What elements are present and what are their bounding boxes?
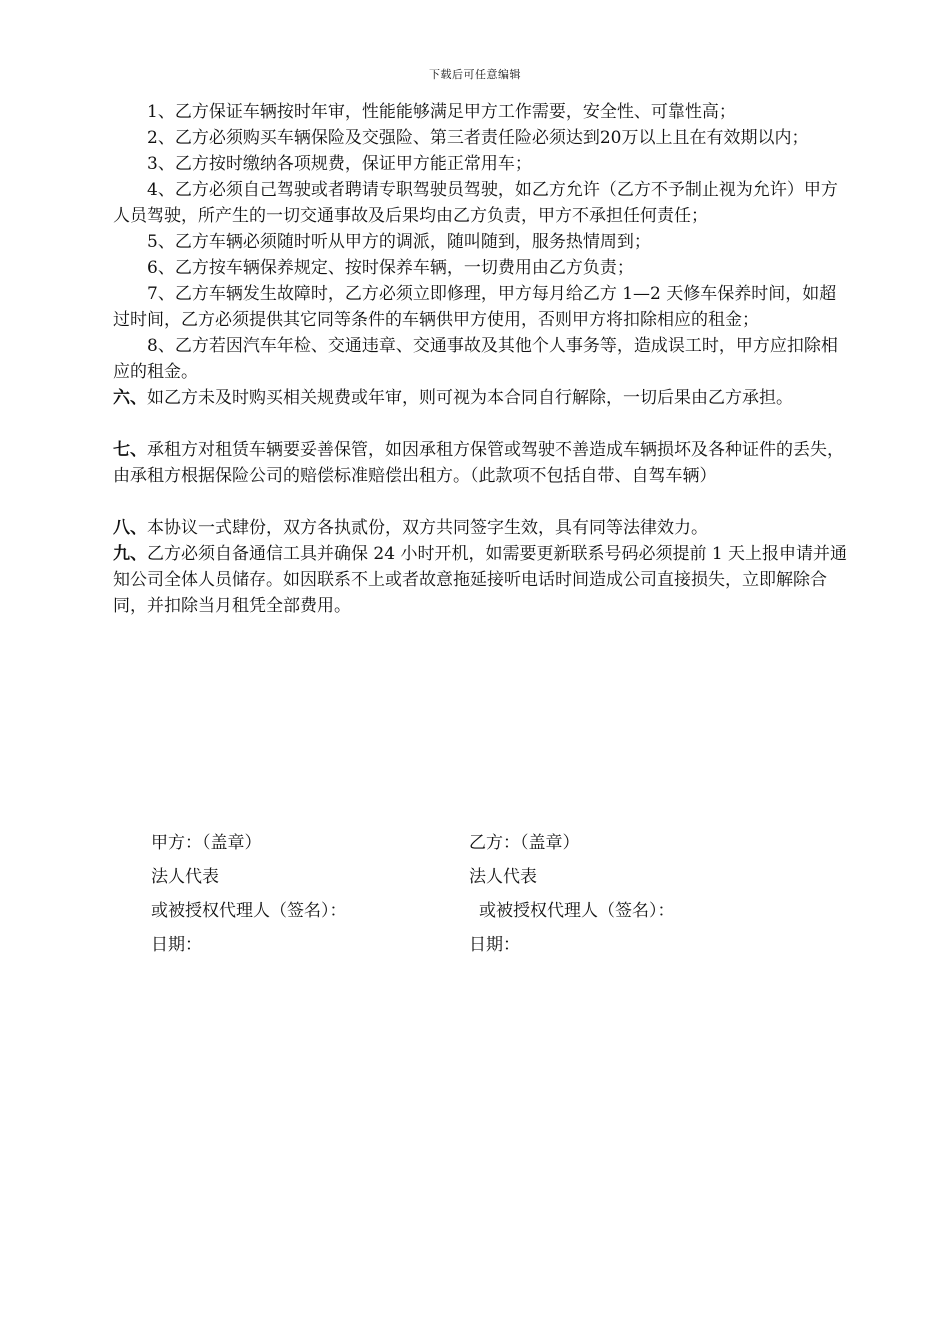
party-a-label: 甲方：（盖章） xyxy=(151,833,262,853)
signature-row-party xyxy=(151,828,751,862)
clause-item-5: 5、乙方车辆必须随时听从甲方的调派，随叫随到，服务热情周到； xyxy=(147,232,651,252)
section-8-text: 本协议一式肆份，双方各执贰份，双方共同签字生效，具有同等法律效力。 xyxy=(147,518,708,538)
contract-body xyxy=(113,99,853,619)
clause-item-3: 3、乙方按时缴纳各项规费，保证甲方能正常用车； xyxy=(147,154,532,174)
section-9-text: 乙方必须自备通信工具并确保 24 小时开机，如需要更新联系号码必须提前 1 天上报申请并通知公司全体人员储存。如因联系不上或者故意拖延接听电话时间造成公司直接损失，立即解除合同，并扣除当月租凭全部费用。 xyxy=(113,544,848,616)
section-9 xyxy=(113,541,853,619)
section-7-text: 承租方对租赁车辆要妥善保管，如因承租方保管或驾驶不善造成车辆损坏及各种证件的丢失，由承租方根据保险公司的赔偿标准赔偿出租方。（此款项不包括自带、自驾车辆） xyxy=(113,440,844,486)
section-6 xyxy=(113,385,853,411)
legal-rep-a-label: 法人代表 xyxy=(151,867,219,887)
section-9-number: 九、 xyxy=(113,544,147,564)
section-7 xyxy=(113,437,853,489)
signature-row-agent xyxy=(151,896,751,930)
clause-item-8: 8、乙方若因汽车年检、交通违章、交通事故及其他个人事务等，造成误工时，甲方应扣除相应的租金。 xyxy=(113,336,838,382)
clause-item-1: 1、乙方保证车辆按时年审，性能能够满足甲方工作需要，安全性、可靠性高； xyxy=(147,102,736,122)
page-header: 下载后可任意编辑 xyxy=(429,68,521,81)
signature-block xyxy=(151,828,751,964)
signature-row-date xyxy=(151,930,751,964)
signature-row-legal-rep xyxy=(151,862,751,896)
clause-item-7: 7、乙方车辆发生故障时，乙方必须立即修理，甲方每月给乙方 1—2 天修车保养时间，如超过时间，乙方必须提供其它同等条件的车辆供甲方使用，否则甲方将扣除相应的租金； xyxy=(113,284,837,330)
clause-item-6: 6、乙方按车辆保养规定、按时保养车辆，一切费用由乙方负责； xyxy=(147,258,634,278)
agent-b-label: 或被授权代理人（签名）： xyxy=(479,901,675,921)
date-a-label: 日期： xyxy=(151,935,202,955)
section-8 xyxy=(113,515,853,541)
clause-item-4: 4、乙方必须自己驾驶或者聘请专职驾驶员驾驶，如乙方允许（乙方不予制止视为允许）甲方人员驾驶，所产生的一切交通事故及后果均由乙方负责，甲方不承担任何责任； xyxy=(113,180,838,226)
section-8-number: 八、 xyxy=(113,518,147,538)
spacer xyxy=(113,489,853,515)
party-b-label: 乙方：（盖章） xyxy=(469,833,580,853)
spacer xyxy=(113,411,853,437)
section-6-text: 如乙方未及时购买相关规费或年审，则可视为本合同自行解除，一切后果由乙方承担。 xyxy=(147,388,793,408)
section-6-number: 六、 xyxy=(113,388,147,408)
clause-item-2: 2、乙方必须购买车辆保险及交强险、第三者责任险必须达到20万以上且在有效期以内； xyxy=(147,128,809,148)
agent-a-label: 或被授权代理人（签名）： xyxy=(151,901,347,921)
section-7-number: 七、 xyxy=(113,440,147,460)
legal-rep-b-label: 法人代表 xyxy=(469,867,537,887)
date-b-label: 日期： xyxy=(469,935,520,955)
